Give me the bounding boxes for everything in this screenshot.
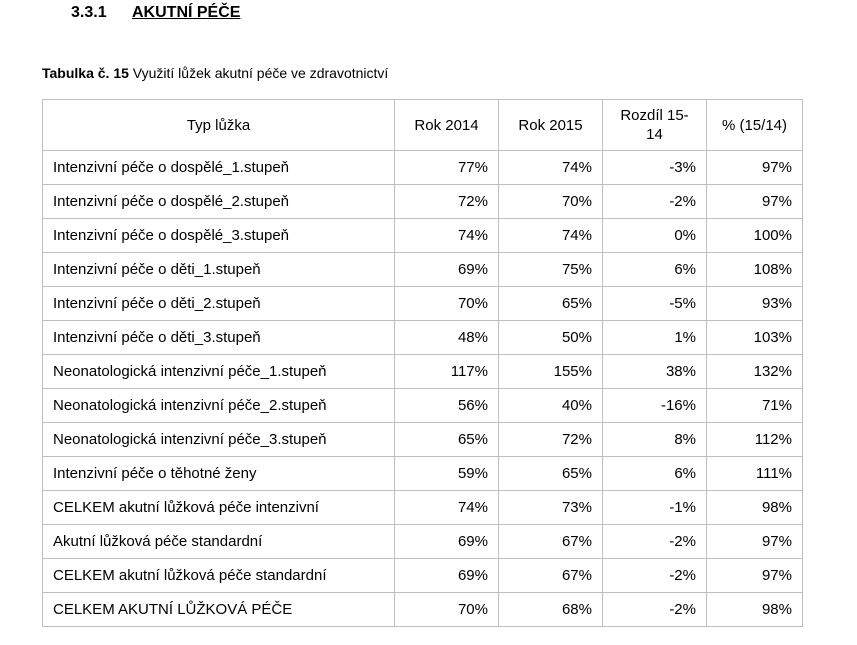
difference-cell: -16%: [603, 389, 707, 423]
percent-ratio-cell: 108%: [707, 253, 803, 287]
header-percent-ratio: % (15/14): [707, 100, 803, 151]
difference-cell: 6%: [603, 457, 707, 491]
table-row: [43, 151, 803, 185]
difference-cell: 1%: [603, 321, 707, 355]
percent-ratio-cell: 71%: [707, 389, 803, 423]
bed-type-cell: Intenzivní péče o dospělé_2.stupeň: [43, 185, 395, 219]
year-2014-cell: 77%: [395, 151, 499, 185]
year-2014-cell: 70%: [395, 593, 499, 627]
percent-ratio-cell: 103%: [707, 321, 803, 355]
header-year-2015: Rok 2015: [499, 100, 603, 151]
year-2015-cell: 65%: [499, 457, 603, 491]
difference-cell: -5%: [603, 287, 707, 321]
year-2015-cell: 67%: [499, 559, 603, 593]
percent-ratio-cell: 111%: [707, 457, 803, 491]
header-bed-type: Typ lůžka: [43, 100, 395, 151]
bed-type-cell: Intenzivní péče o děti_2.stupeň: [43, 287, 395, 321]
year-2014-cell: 74%: [395, 491, 499, 525]
year-2014-cell: 48%: [395, 321, 499, 355]
bed-type-cell: Intenzivní péče o děti_1.stupeň: [43, 253, 395, 287]
year-2015-cell: 68%: [499, 593, 603, 627]
bed-type-cell: Intenzivní péče o těhotné ženy: [43, 457, 395, 491]
bed-type-cell: CELKEM akutní lůžková péče standardní: [43, 559, 395, 593]
bed-utilization-table: [42, 99, 803, 627]
year-2015-cell: 70%: [499, 185, 603, 219]
percent-ratio-cell: 100%: [707, 219, 803, 253]
table-row: [43, 355, 803, 389]
year-2015-cell: 73%: [499, 491, 603, 525]
year-2015-cell: 74%: [499, 151, 603, 185]
difference-cell: -2%: [603, 525, 707, 559]
section-title: AKUTNÍ PÉČE: [132, 4, 241, 21]
bed-type-cell: Neonatologická intenzivní péče_1.stupeň: [43, 355, 395, 389]
year-2014-cell: 69%: [395, 525, 499, 559]
percent-ratio-cell: 97%: [707, 525, 803, 559]
bed-type-cell: CELKEM akutní lůžková péče intenzivní: [43, 491, 395, 525]
year-2015-cell: 72%: [499, 423, 603, 457]
year-2015-cell: 155%: [499, 355, 603, 389]
percent-ratio-cell: 98%: [707, 491, 803, 525]
year-2014-cell: 70%: [395, 287, 499, 321]
difference-cell: 38%: [603, 355, 707, 389]
percent-ratio-cell: 98%: [707, 593, 803, 627]
difference-cell: 0%: [603, 219, 707, 253]
difference-cell: -2%: [603, 559, 707, 593]
year-2015-cell: 50%: [499, 321, 603, 355]
year-2014-cell: 74%: [395, 219, 499, 253]
table-row: [43, 423, 803, 457]
header-difference: Rozdíl 15- 14: [603, 100, 707, 151]
table-row: [43, 491, 803, 525]
year-2014-cell: 59%: [395, 457, 499, 491]
year-2014-cell: 117%: [395, 355, 499, 389]
bed-type-cell: Intenzivní péče o děti_3.stupeň: [43, 321, 395, 355]
bed-type-cell: Intenzivní péče o dospělé_3.stupeň: [43, 219, 395, 253]
table-row: [43, 457, 803, 491]
bed-type-cell: Intenzivní péče o dospělé_1.stupeň: [43, 151, 395, 185]
table-caption-text: Využití lůžek akutní péče ve zdravotnictví: [132, 65, 389, 81]
table-row: [43, 525, 803, 559]
table-row: [43, 389, 803, 423]
year-2014-cell: 56%: [395, 389, 499, 423]
table-row: [43, 253, 803, 287]
difference-cell: 6%: [603, 253, 707, 287]
header-year-2014: Rok 2014: [395, 100, 499, 151]
year-2014-cell: 69%: [395, 253, 499, 287]
year-2015-cell: 67%: [499, 525, 603, 559]
percent-ratio-cell: 97%: [707, 559, 803, 593]
percent-ratio-cell: 132%: [707, 355, 803, 389]
bed-type-cell: Neonatologická intenzivní péče_2.stupeň: [43, 389, 395, 423]
percent-ratio-cell: 112%: [707, 423, 803, 457]
section-heading: [71, 3, 240, 23]
difference-cell: -3%: [603, 151, 707, 185]
bed-type-cell: Neonatologická intenzivní péče_3.stupeň: [43, 423, 395, 457]
year-2015-cell: 75%: [499, 253, 603, 287]
year-2015-cell: 74%: [499, 219, 603, 253]
table-row: [43, 593, 803, 627]
percent-ratio-cell: 93%: [707, 287, 803, 321]
table-row: [43, 559, 803, 593]
year-2014-cell: 72%: [395, 185, 499, 219]
table-caption: [42, 64, 388, 82]
bed-type-cell: CELKEM AKUTNÍ LŮŽKOVÁ PÉČE: [43, 593, 395, 627]
difference-cell: -2%: [603, 185, 707, 219]
table-row: [43, 219, 803, 253]
percent-ratio-cell: 97%: [707, 151, 803, 185]
table-row: [43, 185, 803, 219]
table-header-row: [43, 100, 803, 151]
table-row: [43, 287, 803, 321]
bed-type-cell: Akutní lůžková péče standardní: [43, 525, 395, 559]
difference-cell: -1%: [603, 491, 707, 525]
table-caption-lead: Tabulka č. 15: [42, 65, 129, 81]
percent-ratio-cell: 97%: [707, 185, 803, 219]
table-row: [43, 321, 803, 355]
year-2014-cell: 69%: [395, 559, 499, 593]
difference-cell: 8%: [603, 423, 707, 457]
year-2015-cell: 40%: [499, 389, 603, 423]
year-2015-cell: 65%: [499, 287, 603, 321]
section-number: 3.3.1: [71, 4, 107, 21]
year-2014-cell: 65%: [395, 423, 499, 457]
difference-cell: -2%: [603, 593, 707, 627]
